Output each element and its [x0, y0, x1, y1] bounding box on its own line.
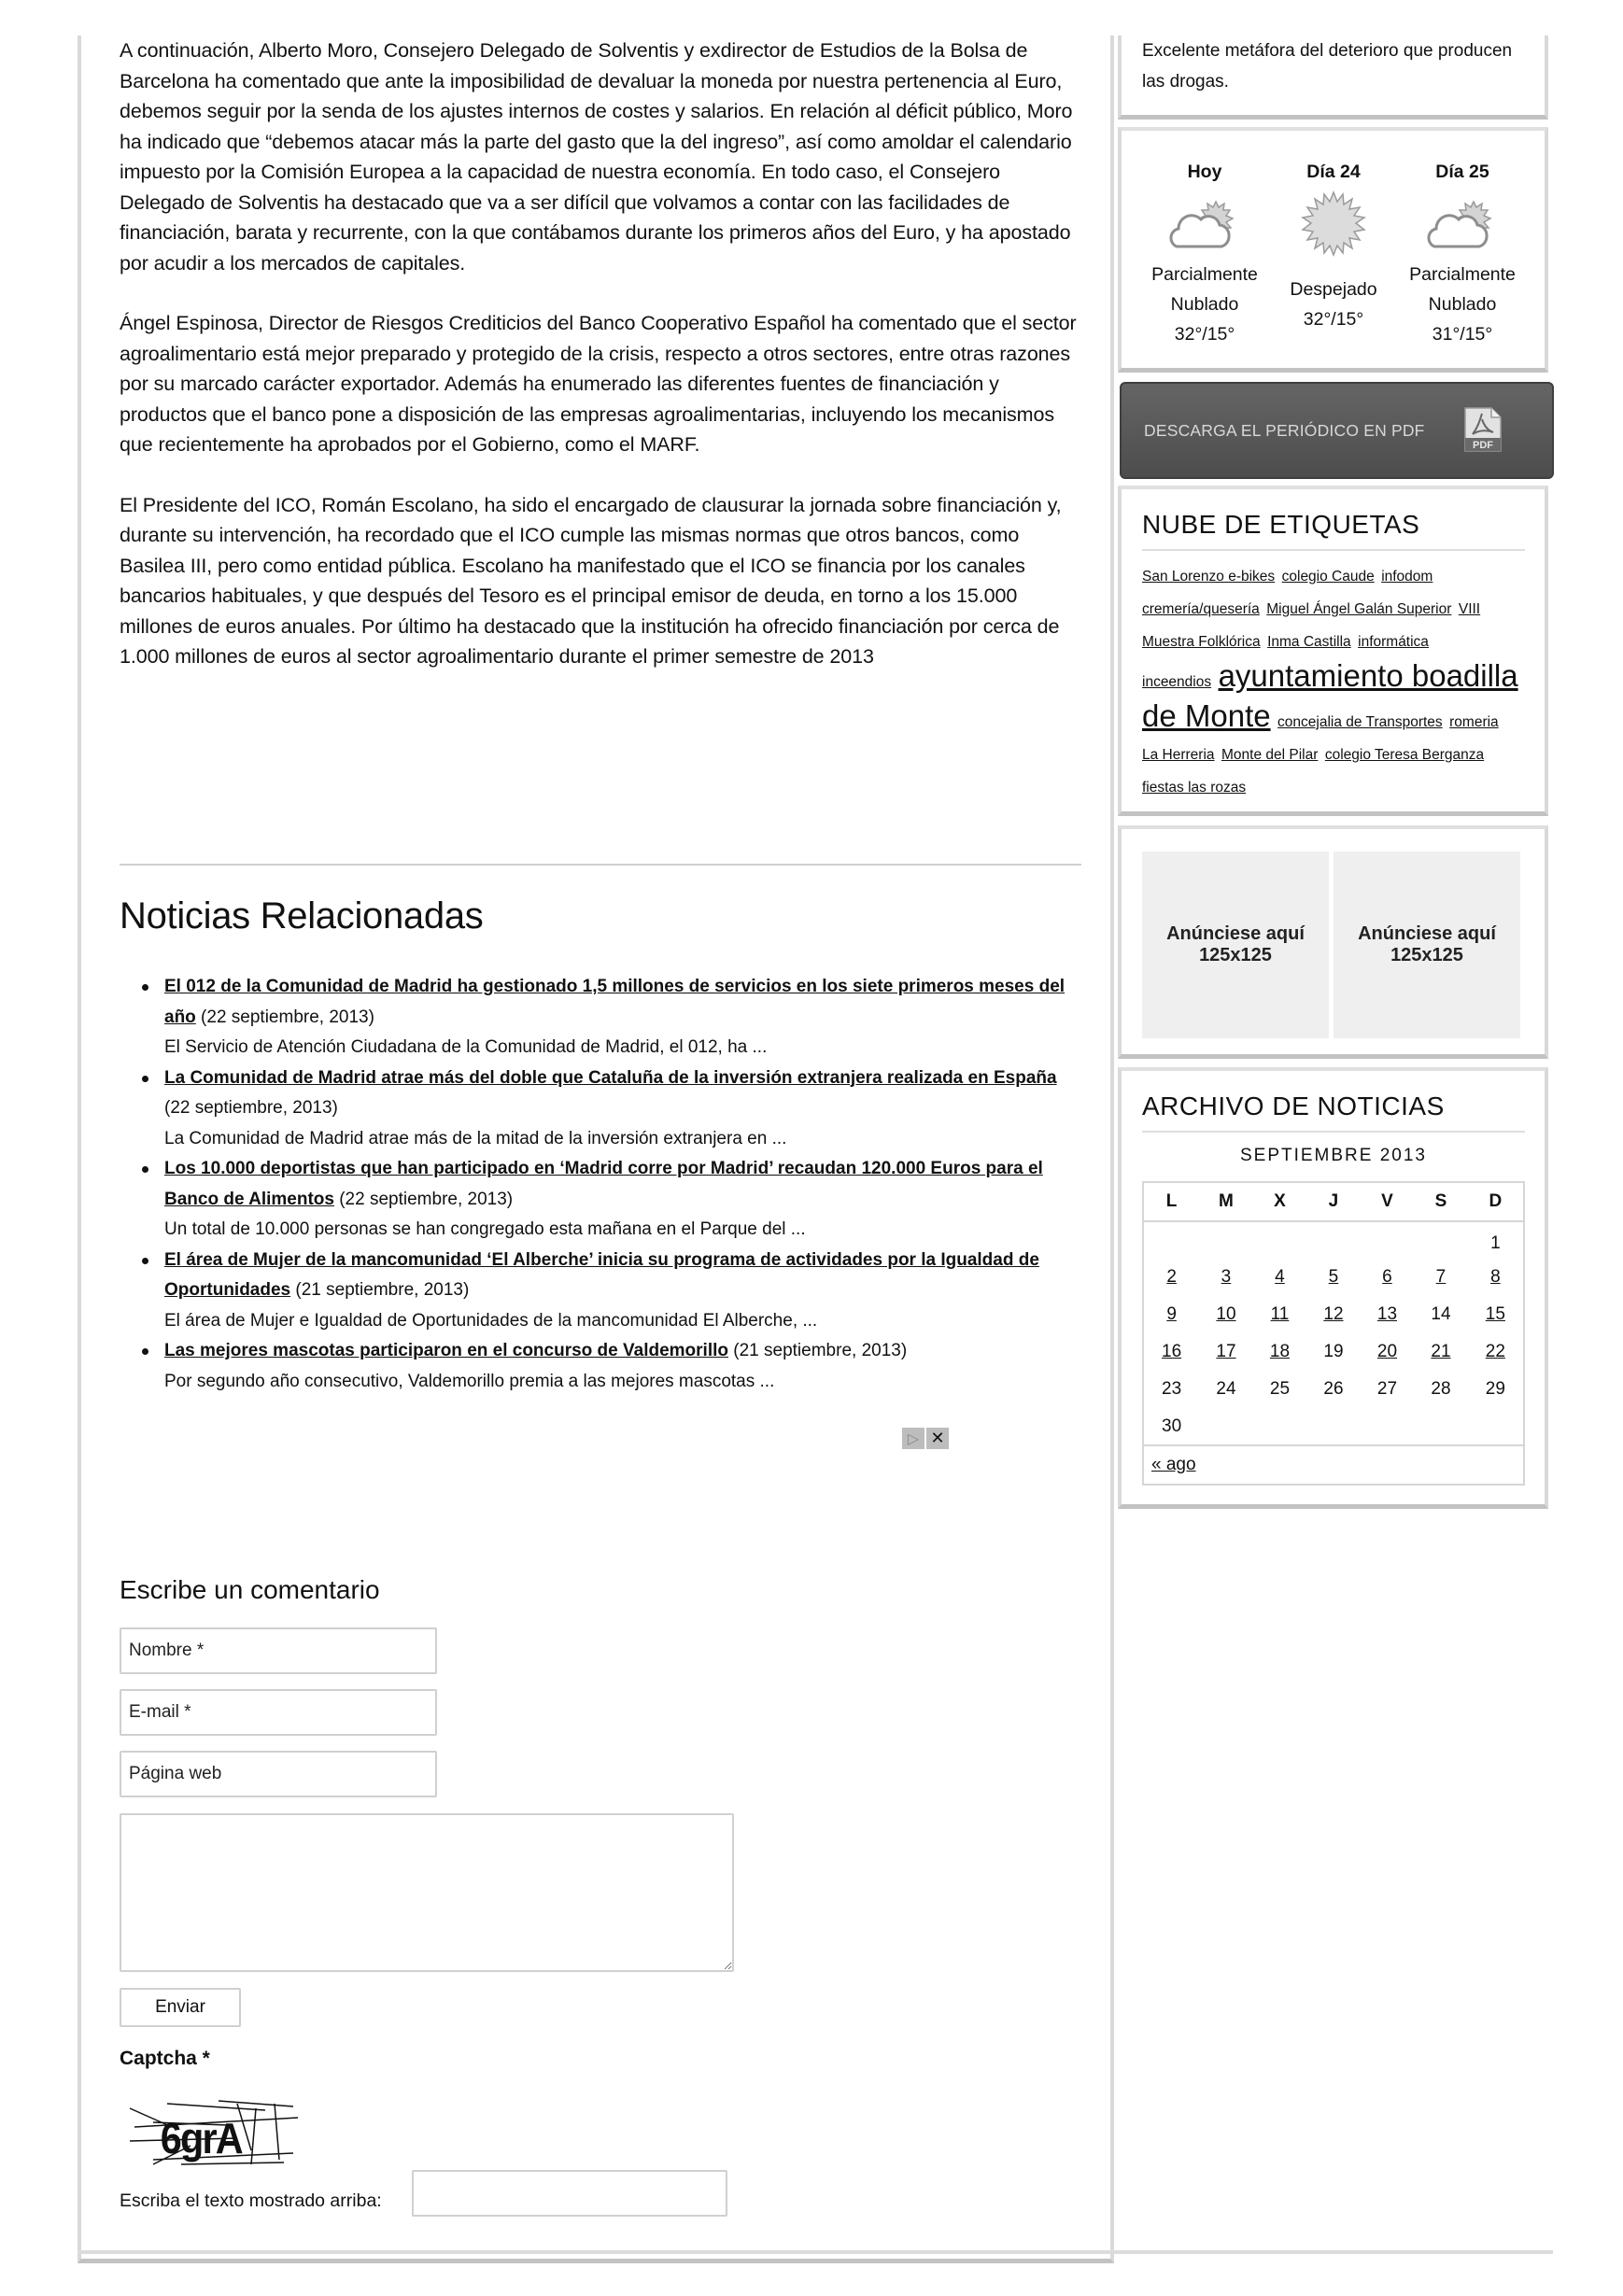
tag-link[interactable]: colegio Teresa Berganza [1324, 747, 1485, 763]
calendar-day-link[interactable]: 15 [1485, 1304, 1505, 1324]
calendar-day-link[interactable]: 13 [1376, 1304, 1398, 1324]
tag-link[interactable]: San Lorenzo e-bikes [1142, 569, 1276, 585]
weather-temp: 32°/15° [1303, 309, 1364, 330]
weather-temp: 32°/15° [1174, 324, 1235, 345]
calendar-day-link[interactable]: 8 [1490, 1267, 1501, 1287]
calendar-cell [1468, 1333, 1524, 1371]
archive-title: ARCHIVO DE NOTICIAS [1142, 1092, 1445, 1120]
weekday-header: J [1306, 1182, 1361, 1221]
tag-link[interactable]: Miguel Ángel Galán Superior [1266, 601, 1452, 617]
tag-cloud [1142, 560, 1534, 804]
weather-day-today [1140, 155, 1269, 349]
calendar-cell [1468, 1371, 1524, 1408]
calendar-day-link[interactable]: 9 [1166, 1304, 1177, 1324]
page-bottom-divider [78, 2250, 1553, 2254]
calendar-cell [1361, 1221, 1415, 1259]
calendar-day-link[interactable]: 11 [1270, 1304, 1290, 1324]
comment-form-title: Escribe un comentario [120, 1575, 380, 1604]
calendar-day: 30 [1162, 1416, 1182, 1436]
calendar-cell [1143, 1333, 1199, 1371]
related-news-excerpt: La Comunidad de Madrid atrae más de la mitad de la inversión extranjera en ... [164, 1128, 787, 1148]
weather-temp: 31°/15° [1432, 324, 1493, 345]
related-news-excerpt: El Servicio de Atención Ciudadana de la Comunidad de Madrid, el 012, ha ... [164, 1037, 768, 1057]
download-pdf-banner[interactable] [1120, 382, 1554, 479]
calendar-day-link[interactable]: 7 [1435, 1267, 1447, 1287]
calendar-cell [1253, 1259, 1307, 1296]
adchoices-icon[interactable]: ▷ [902, 1428, 924, 1449]
weather-day-label: Día 24 [1306, 162, 1361, 182]
calendar-cell [1306, 1333, 1361, 1371]
calendar-cell [1361, 1333, 1415, 1371]
main-content-frame [78, 35, 1114, 2263]
calendar-day: 27 [1376, 1379, 1398, 1399]
weekday-header: S [1414, 1182, 1468, 1221]
tag-link[interactable]: concejalia de Transportes [1277, 714, 1443, 730]
calendar-cell [1253, 1296, 1307, 1333]
ad-slot[interactable] [1334, 852, 1520, 1038]
captcha-label: Captcha * [120, 2048, 210, 2069]
calendar-cell [1199, 1371, 1253, 1408]
related-news-item [138, 1154, 1081, 1246]
calendar-day-link[interactable]: 17 [1216, 1342, 1236, 1361]
related-news-link[interactable]: El 012 de la Comunidad de Madrid ha gestionado 1,5 millones de servicios en los siete primeros meses del año [164, 977, 1066, 1027]
previous-month-link[interactable]: « ago [1151, 1455, 1196, 1474]
weather-desc-line: Despejado [1290, 279, 1377, 300]
title-rule [1142, 1131, 1525, 1133]
tag-link[interactable]: romeria [1449, 714, 1499, 730]
weekday-header: X [1253, 1182, 1307, 1221]
weather-desc-line: Nublado [1428, 294, 1497, 315]
calendar-day-link[interactable]: 22 [1485, 1342, 1505, 1361]
ad-slot-size: 125x125 [1199, 945, 1272, 965]
related-news-excerpt: Un total de 10.000 personas se han congregado esta mañana en el Parque del ... [164, 1219, 806, 1239]
related-news-date: (22 septiembre, 2013) [164, 1098, 338, 1118]
section-separator [120, 864, 1081, 866]
related-news-item [138, 1336, 1081, 1397]
calendar-cell [1306, 1221, 1361, 1259]
calendar-cell [1306, 1371, 1361, 1408]
captcha-input[interactable] [412, 2170, 727, 2217]
website-field[interactable] [120, 1751, 437, 1797]
captcha-image [125, 2099, 303, 2166]
calendar-cell [1253, 1408, 1307, 1445]
calendar-cell [1199, 1259, 1253, 1296]
calendar-cell [1414, 1371, 1468, 1408]
tag-link-featured[interactable]: ayuntamiento boadilla de Monte [1142, 658, 1518, 733]
calendar-day-link[interactable]: 12 [1323, 1304, 1344, 1324]
calendar-day: 19 [1323, 1342, 1344, 1361]
related-news-item [138, 972, 1081, 1063]
calendar-day: 1 [1490, 1233, 1501, 1253]
email-field[interactable] [120, 1689, 437, 1736]
svg-text:6grA: 6grA [160, 2115, 242, 2163]
weather-desc-line: Parcialmente [1409, 264, 1516, 285]
related-news-item [138, 1246, 1081, 1337]
calendar-week [1143, 1371, 1524, 1408]
partly-cloudy-icon [1398, 189, 1527, 260]
calendar-day-link[interactable]: 2 [1166, 1267, 1177, 1287]
related-news-date: (22 septiembre, 2013) [333, 1189, 514, 1209]
calendar-cell [1361, 1259, 1415, 1296]
svg-text:PDF: PDF [1473, 440, 1493, 451]
calendar-week [1143, 1221, 1524, 1259]
calendar-cell [1361, 1296, 1415, 1333]
related-news-date: (21 septiembre, 2013) [728, 1341, 908, 1360]
ad-slots-widget [1118, 825, 1548, 1059]
calendar-week [1143, 1259, 1524, 1296]
calendar-month: SEPTIEMBRE 2013 [1239, 1146, 1428, 1165]
calendar-day-link[interactable]: 21 [1431, 1342, 1451, 1361]
calendar-cell [1414, 1296, 1468, 1333]
tag-link[interactable]: colegio Caude [1281, 569, 1375, 585]
calendar-week [1143, 1333, 1524, 1371]
calendar-cell [1199, 1408, 1253, 1445]
name-field[interactable] [120, 1627, 437, 1674]
article-body [120, 35, 1081, 702]
calendar-day: 23 [1162, 1379, 1182, 1399]
calendar-cell [1143, 1221, 1199, 1259]
weather-day-label: Hoy [1187, 162, 1222, 182]
article-paragraph: Ángel Espinosa, Director de Riesgos Crediticios del Banco Cooperativo Español ha comentado que el sector agroalimentario está mejor preparado y protegido de la crisis, respecto a otros sectores, entre otras razones por su marcado carácter exportador. Además ha enumerado las diferentes fuentes de financiación y productos que el banco pone a disposición de las empresas agroalimentarias, incluyendo los mecanismos que recientemente ha aprobados por el Gobierno, como el MARF. [120, 312, 1077, 456]
ad-slot-label: Anúnciese aquí [1358, 923, 1496, 944]
calendar-cell [1199, 1296, 1253, 1333]
related-news-excerpt: El área de Mujer e Igualdad de Oportunidades de la mancomunidad El Alberche, ... [164, 1310, 818, 1331]
download-pdf-label: DESCARGA EL PERIÓDICO EN PDF [1144, 421, 1425, 440]
ad-slot-label: Anúnciese aquí [1166, 923, 1305, 944]
related-news-date: (22 septiembre, 2013) [195, 1007, 374, 1027]
weather-desc-line: Nublado [1170, 294, 1239, 315]
adchoices-controls [902, 1428, 949, 1449]
calendar-cell [1199, 1333, 1253, 1371]
tag-link[interactable]: inceendios [1142, 674, 1212, 690]
calendar-cell [1468, 1221, 1524, 1259]
calendar-cell [1468, 1259, 1524, 1296]
tag-link[interactable]: informática [1358, 634, 1429, 650]
ad-slot-size: 125x125 [1390, 945, 1463, 965]
weather-desc-line: Parcialmente [1151, 264, 1258, 285]
tag-link[interactable]: Inma Castilla [1267, 634, 1351, 650]
calendar-day: 25 [1269, 1379, 1291, 1399]
calendar-cell [1143, 1371, 1199, 1408]
calendar-cell [1143, 1296, 1199, 1333]
related-news-date: (21 septiembre, 2013) [290, 1280, 470, 1300]
calendar-cell [1414, 1221, 1468, 1259]
calendar-day-link[interactable]: 4 [1275, 1267, 1285, 1287]
calendar-cell [1253, 1221, 1307, 1259]
calendar-day: 26 [1323, 1379, 1344, 1399]
calendar-cell [1414, 1408, 1468, 1445]
calendar-cell [1253, 1333, 1307, 1371]
sunny-icon [1269, 189, 1398, 260]
calendar-cell [1468, 1408, 1524, 1445]
related-news-link[interactable]: La Comunidad de Madrid atrae más del doble que Cataluña de la inversión extranjera realizada en España [164, 1067, 1057, 1088]
tag-link[interactable]: cremería/quesería [1142, 601, 1260, 617]
calendar-day-link[interactable]: 18 [1269, 1342, 1291, 1361]
weekday-header: V [1361, 1182, 1415, 1221]
calendar-cell [1414, 1333, 1468, 1371]
calendar-day-link[interactable]: 16 [1162, 1342, 1182, 1361]
calendar-cell [1143, 1408, 1199, 1445]
tag-cloud-title: NUBE DE ETIQUETAS [1142, 510, 1420, 539]
calendar-cell [1306, 1296, 1361, 1333]
pdf-file-icon [1463, 406, 1503, 458]
calendar-cell [1306, 1259, 1361, 1296]
weekday-header: D [1468, 1182, 1524, 1221]
calendar-week [1143, 1296, 1524, 1333]
tag-link[interactable]: Monte del Pilar [1221, 747, 1319, 763]
weather-day-label: Día 25 [1435, 162, 1489, 182]
archive-calendar [1142, 1181, 1525, 1486]
comment-textarea[interactable] [120, 1813, 734, 1972]
calendar-cell [1361, 1371, 1415, 1408]
tag-link[interactable]: Muestra Folklórica [1142, 634, 1261, 650]
calendar-day-link[interactable]: 20 [1376, 1342, 1398, 1361]
article-paragraph: El Presidente del ICO, Román Escolano, ha sido el encargado de clausurar la jornada sobre financiación y, durante su intervención, ha recordado que el ICO cumple las mismas normas que otros bancos, como Basilea III, pero como entidad pública. Escolano ha manifestado que el ICO se financia por los canales bancarios habituales, y que después del Tesoro es el principal emisor de deuda, en torno a los 15.000 millones de euros anuales. Por último ha destacado que la institución ha ofrecido financiación por cerca de 1.000 millones de euros al sector agroalimentario durante el primer semestre de 2013 [120, 493, 1062, 668]
related-news-link[interactable]: Las mejores mascotas participaron en el concurso de Valdemorillo [164, 1341, 728, 1360]
weekday-header: M [1199, 1182, 1253, 1221]
calendar-day-link[interactable]: 6 [1382, 1267, 1392, 1287]
submit-comment-button[interactable]: Enviar [120, 1988, 241, 2027]
calendar-cell [1253, 1371, 1307, 1408]
tag-link[interactable]: infodom [1381, 569, 1433, 585]
calendar-day-link[interactable]: 5 [1328, 1267, 1339, 1287]
calendar-cell [1199, 1221, 1253, 1259]
calendar-cell [1361, 1408, 1415, 1445]
tag-link[interactable]: La Herreria [1142, 747, 1215, 763]
sidebar-teaser-box [1118, 35, 1548, 120]
calendar-day: 29 [1485, 1379, 1505, 1399]
partly-cloudy-icon [1140, 189, 1269, 260]
calendar-day-link[interactable]: 10 [1216, 1304, 1236, 1324]
calendar-cell [1414, 1259, 1468, 1296]
calendar-day: 14 [1431, 1304, 1451, 1324]
related-news-excerpt: Por segundo año consecutivo, Valdemorillo premia a las mejores mascotas ... [164, 1371, 775, 1391]
related-news-link[interactable]: El área de Mujer de la mancomunidad ‘El Alberche’ inicia su programa de actividades por la Igualdad de Oportunidades [164, 1249, 1039, 1300]
calendar-day: 28 [1431, 1379, 1451, 1399]
captcha-prompt: Escriba el texto mostrado arriba: [120, 2190, 382, 2211]
calendar-cell [1306, 1408, 1361, 1445]
weekday-header: L [1143, 1182, 1199, 1221]
ad-close-icon[interactable]: ✕ [926, 1428, 949, 1449]
teaser-text: Excelente metáfora del deterioro que producen las drogas. [1142, 41, 1513, 92]
calendar-week [1143, 1408, 1524, 1445]
ad-slot[interactable] [1142, 852, 1329, 1038]
tag-link[interactable]: VIII [1458, 601, 1481, 617]
news-archive-widget [1118, 1067, 1548, 1509]
article-paragraph: A continuación, Alberto Moro, Consejero Delegado de Solventis y exdirector de Estudios de la Bolsa de Barcelona ha comentado que ante la imposibilidad de devaluar la moneda por nuestra pertenencia al Euro, debemos seguir por la senda de los ajustes internos de costes y salarios. En relación al déficit público, Moro ha indicado que “debemos atacar más la parte del gasto que la del ingreso”, así como amoldar el calendario impuesto por la Comisión Europea a la capacidad de nuestra economía. En todo caso, el Consejero Delegado de Solventis ha destacado que va a ser difícil que volvamos a contar con las facilidades de financiación, barata y recurrente, con la que contábamos durante los primeros años del Euro, y ha apostado por acudir a los mercados de capitales. [120, 39, 1073, 275]
weather-widget [1118, 127, 1548, 373]
related-news-link[interactable]: Los 10.000 deportistas que han participado en ‘Madrid corre por Madrid’ recaudan 120.000 Euros para el Banco de Alimentos [164, 1159, 1043, 1209]
calendar-cell [1143, 1259, 1199, 1296]
related-news-item [138, 1063, 1081, 1155]
calendar-day-link[interactable]: 3 [1221, 1267, 1232, 1287]
weather-day-24 [1269, 155, 1398, 349]
tag-link[interactable]: fiestas las rozas [1142, 780, 1247, 796]
related-news-title: Noticias Relacionadas [120, 895, 484, 937]
weather-day-25 [1398, 155, 1527, 349]
related-news-list [138, 972, 1081, 1397]
title-rule [1142, 549, 1525, 551]
calendar-cell [1468, 1296, 1524, 1333]
tag-cloud-widget [1118, 486, 1548, 816]
calendar-day: 24 [1216, 1379, 1236, 1399]
